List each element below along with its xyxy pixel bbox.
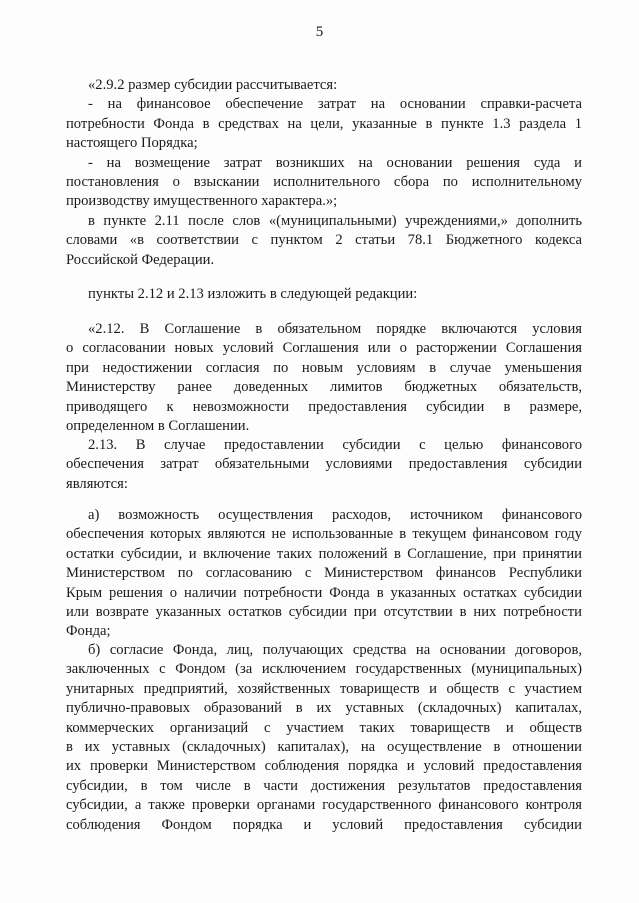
paragraph-line: обеспечения которых являются не использованные в текущем финансовом году <box>66 526 582 543</box>
paragraph-line: коммерческих организаций с участием таких товариществ и обществ <box>66 719 582 736</box>
paragraph-line: субсидии, а также проверки органами государственного финансового контроля <box>66 797 582 814</box>
paragraph-line: Крым решения о наличии потребности Фонда в указанных остатках субсидии <box>66 584 582 601</box>
paragraph-line: «2.9.2 размер субсидии рассчитывается: <box>88 77 338 93</box>
paragraph-line: являются: <box>66 475 128 492</box>
paragraph-line: в пункте 2.11 после слов «(муниципальными) учреждениями,» дополнить <box>88 213 582 229</box>
paragraph-line: остатки субсидии, и включение таких положений в Соглашение, при принятии <box>66 545 582 562</box>
paragraph-line: потребности Фонда в средствах на цели, указанные в пункте 1.3 раздела 1 <box>66 115 582 132</box>
paragraph-line: или возврате указанных остатков субсидии при отсутствии в них потребности <box>66 604 582 621</box>
paragraph-line: заключенных с Фондом (за исключением государственных (муниципальных) <box>66 661 582 678</box>
paragraph-line: в их уставных (складочных) капиталах), на осуществление в отношении <box>66 739 582 756</box>
paragraph-2-11 <box>66 212 582 270</box>
paragraph-line: а) возможность осуществления расходов, источником финансового <box>88 507 582 523</box>
paragraph-2-13 <box>66 436 582 494</box>
paragraph-item-a <box>66 506 582 642</box>
paragraph-line: - на финансовое обеспечение затрат на основании справки-расчета <box>88 96 582 113</box>
paragraph-line: обеспечения затрат обязательными условиями предоставления субсидии <box>66 456 582 473</box>
paragraph-line: их проверки Министерством соблюдения порядка и условий предоставления <box>66 758 582 775</box>
paragraph-line: о согласовании новых условий Соглашения или о расторжении Соглашения <box>66 340 582 357</box>
paragraph-line: «2.12. В Соглашение в обязательном порядке включаются условия <box>88 321 582 337</box>
paragraph-line: 2.13. В случае предоставлении субсидии с целью финансового <box>88 437 582 453</box>
paragraph-item-b <box>66 641 582 835</box>
page-number: 5 <box>315 24 324 40</box>
paragraph-2-9-2 <box>66 76 582 212</box>
paragraph-line: постановления о взыскании исполнительного сбора по исполнительному <box>66 174 582 191</box>
paragraph-line: приводящего к невозможности предоставления субсидии в размере, <box>66 398 582 415</box>
paragraph-line: Российской Федерации. <box>66 251 215 268</box>
paragraph-2-12 <box>66 320 582 436</box>
paragraph-line: соблюдения Фондом порядка и условий предоставления субсидии <box>66 816 582 833</box>
paragraph-2-12-2-13-intro <box>66 285 582 304</box>
paragraph-line: - на возмещение затрат возникших на основании решения суда и <box>88 154 582 171</box>
paragraph-line: производству имущественного характера.»; <box>66 193 338 210</box>
paragraph-line: настоящего Порядка; <box>66 135 198 152</box>
paragraph-line: Министерством по согласованию с Министерством финансов Республики <box>66 565 582 582</box>
paragraph-line: определенном в Соглашении. <box>66 418 250 435</box>
paragraph-line: б) согласие Фонда, лиц, получающих средства на основании договоров, <box>88 642 582 658</box>
paragraph-line: Министерству ранее доведенных лимитов бюджетных обязательств, <box>66 379 582 396</box>
paragraph-line: Фонда; <box>66 623 111 640</box>
paragraph-line: публично-правовых образований в их уставных (складочных) капиталах, <box>66 700 582 717</box>
paragraph-line: унитарных предприятий, хозяйственных товариществ и обществ с участием <box>66 680 582 697</box>
paragraph-line: субсидии, в том числе в части достижения результатов предоставления <box>66 777 582 794</box>
paragraph-line: словами «в соответствии с пунктом 2 статьи 78.1 Бюджетного кодекса <box>66 232 582 249</box>
paragraph-line: пункты 2.12 и 2.13 изложить в следующей редакции: <box>88 286 418 302</box>
paragraph-line: при недостижении согласия по новым условиям в случае уменьшения <box>66 359 582 376</box>
